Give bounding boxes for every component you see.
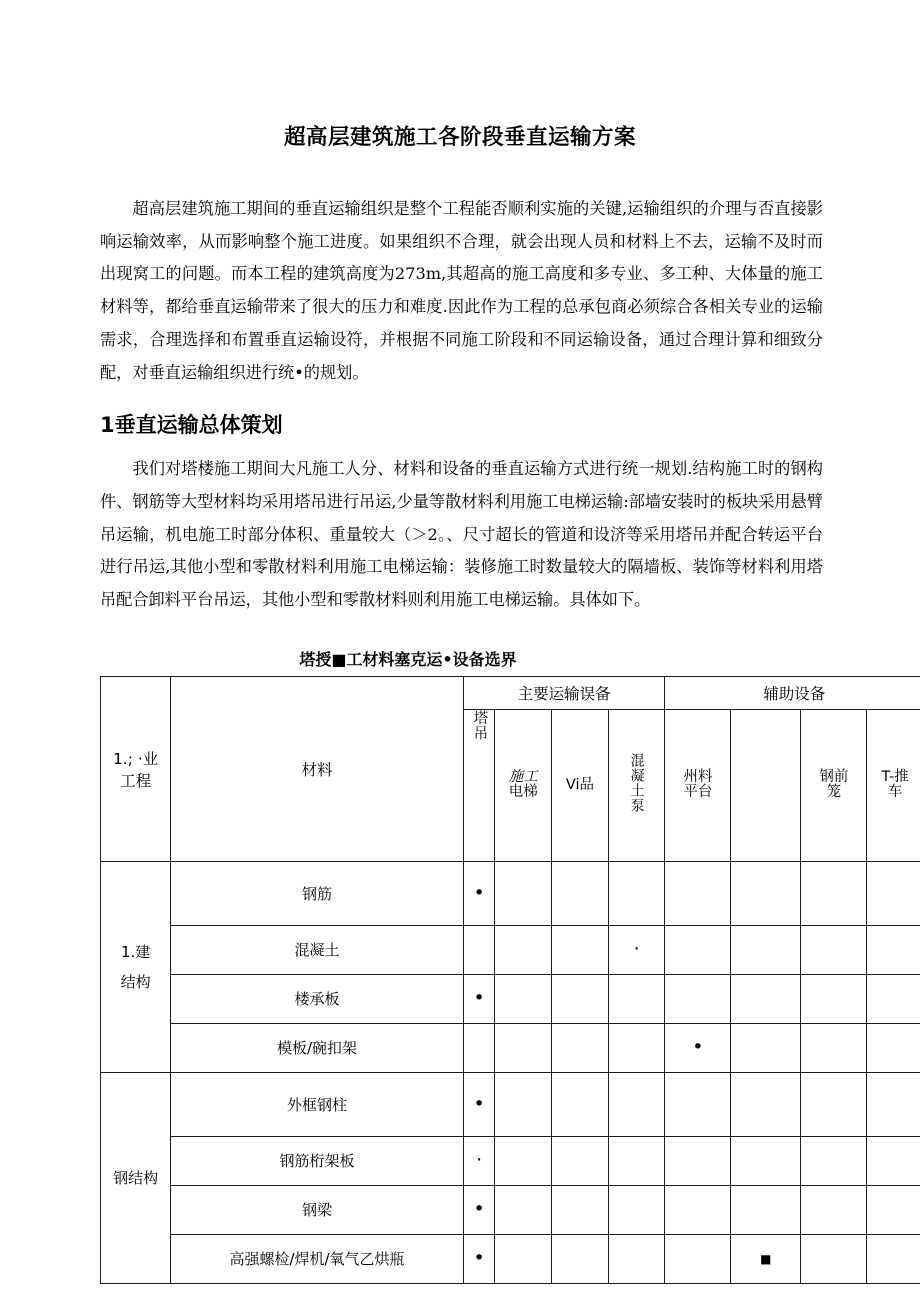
mark-cell-tadiao — [463, 1185, 495, 1234]
material-name-cell: 外框钢柱 — [171, 1072, 463, 1136]
mark-cell-zhouliaopingtai — [665, 1023, 731, 1072]
mark-cell-tadiao — [463, 974, 495, 1023]
header-col-shigongdianti-line1: 施工 — [508, 768, 538, 785]
header-col-gangqianlong-line1: 钢前 — [819, 768, 849, 785]
header-col-blank — [731, 709, 801, 861]
mark-cell-tuiche — [867, 925, 920, 974]
mark-cell-blank — [731, 1072, 801, 1136]
header-col-zhouliaopingtai — [665, 709, 731, 861]
header-group-main: 主要运输误备 — [463, 676, 665, 709]
mark-cell-tuiche — [867, 1185, 920, 1234]
mark-cell-zhouliaopingtai — [665, 925, 731, 974]
mark-cell-tadiao — [463, 1136, 495, 1185]
row-group-label-line2: 结构 — [120, 972, 151, 991]
material-name-cell: 模板/碗扣架 — [171, 1023, 463, 1072]
mark-cell-tadiao — [463, 925, 495, 974]
header-col-shigongdianti-line2: 电梯 — [508, 784, 538, 801]
mark-cell-hunningtubeng — [608, 1185, 665, 1234]
mark-cell-blank — [731, 925, 801, 974]
header-col-tuiche-line1: T-推 — [881, 768, 909, 785]
material-name-cell: 高强螺检/焊机/氧气乙烘瓶 — [171, 1234, 463, 1283]
row-group-label-line1: 钢结构 — [113, 1168, 159, 1187]
mark-cell-hunningtubeng — [608, 861, 665, 925]
row-group-label-line1: 1.建 — [120, 942, 151, 961]
material-name-cell: 混凝土 — [171, 925, 463, 974]
mark-cell-gangqianlong — [801, 974, 867, 1023]
mark-cell-tadiao — [463, 1072, 495, 1136]
mark-cell-shigongdianti — [495, 1072, 552, 1136]
paragraph-overall-planning: 我们对塔楼施工期间大凡施工人分、材料和设备的垂直运输方式进行统一规划.结构施工时的钢构件、钢筋等大型材料均采用塔吊进行吊运,少量等散材料利用施工电梯运输:部墙安装时的板块采用悬臂吊运输，机电施工时部分体积、重量较大（＞2。、尺寸超长的管道和设济等采用塔吊并配合转运平台进行吊运,其他小型和零散材料利用施工电梯运输：装修施工时数量较大的隔墙板、装饰等材料利用塔吊配合卸料平台吊运，其他小型和零散材料则利用施工电梯运输。具体如下。 — [100, 459, 823, 610]
paragraph-intro: 超高层建筑施工期间的垂直运输组织是整个工程能否顺利实施的关键,运输组织的介理与否直接影响运输效率，从而影响整个施工进度。如果组织不合理，就会出现人员和材料上不去，运输不及时而出现窝工的问题。而本工程的建筑高度为273m,其超高的施工高度和多专业、多工种、大体量的施工材料等，都给垂直运输带来了很大的压力和难度.因此作为工程的总承包商必须综合各相关专业的运输需求，合理选择和布置垂直运输设符，并根据不同施工阶段和不同运输设备，通过合理计算和细致分配，对垂直运输组织进行统•的规划。 — [100, 199, 823, 382]
mark-cell-tuiche — [867, 861, 920, 925]
mark-cell-tuiche — [867, 1072, 920, 1136]
material-name-cell: 楼承板 — [171, 974, 463, 1023]
mark-cell-shigongdianti — [495, 1234, 552, 1283]
mark-cell-vipin — [552, 1023, 609, 1072]
mark-cell-tuiche — [867, 1136, 920, 1185]
table-caption: 塔授■工材料塞克运•设备选界 — [299, 649, 517, 669]
mark-cell-zhouliaopingtai — [665, 1185, 731, 1234]
mark-cell-gangqianlong — [801, 1072, 867, 1136]
mark-cell-zhouliaopingtai — [665, 1136, 731, 1185]
mark-cell-zhouliaopingtai — [665, 974, 731, 1023]
mark-cell-gangqianlong — [801, 925, 867, 974]
mark-cell-blank — [731, 1185, 801, 1234]
header-category-cell — [101, 676, 171, 861]
mark-cell-shigongdianti — [495, 974, 552, 1023]
mark-cell-shigongdianti — [495, 925, 552, 974]
header-category-line2: 工程 — [120, 771, 152, 790]
mark-cell-hunningtubeng — [608, 1234, 665, 1283]
mark-cell-hunningtubeng — [608, 1023, 665, 1072]
mark-cell-blank — [731, 974, 801, 1023]
mark-cell-blank — [731, 1234, 801, 1283]
mark-cell-vipin — [552, 1234, 609, 1283]
table-row — [101, 1185, 920, 1234]
header-col-vipin-label: Vi品 — [565, 776, 595, 793]
header-material-cell: 材料 — [171, 676, 463, 861]
mark-cell-tuiche — [867, 974, 920, 1023]
mark-cell-gangqianlong — [801, 1234, 867, 1283]
mark-cell-tadiao — [463, 861, 495, 925]
header-category-line1: 1.; ·业 — [112, 749, 159, 768]
table-row — [101, 1136, 920, 1185]
mark-cell-vipin — [552, 925, 609, 974]
header-group-aux: 辅助设备 — [665, 676, 920, 709]
mark-cell-tadiao — [463, 1023, 495, 1072]
mark-cell-blank — [731, 861, 801, 925]
mark-cell-gangqianlong — [801, 1136, 867, 1185]
mark-cell-shigongdianti — [495, 861, 552, 925]
header-col-gangqianlong-line2: 笼 — [826, 784, 842, 801]
mark-cell-tadiao — [463, 1234, 495, 1283]
table-row — [101, 1023, 920, 1072]
header-col-shigongdianti — [495, 709, 552, 861]
header-col-tadiao — [463, 709, 495, 861]
table-header-row-groups — [101, 676, 920, 709]
header-col-tuiche-line2: 车 — [887, 784, 903, 801]
header-col-tuiche — [867, 709, 920, 861]
mark-cell-vipin — [552, 1185, 609, 1234]
mark-cell-vipin — [552, 1136, 609, 1185]
mark-cell-gangqianlong — [801, 861, 867, 925]
material-name-cell: 钢筋桁架板 — [171, 1136, 463, 1185]
header-col-zhouliaopingtai-line2: 平台 — [683, 784, 713, 801]
mark-cell-shigongdianti — [495, 1185, 552, 1234]
mark-cell-zhouliaopingtai — [665, 1234, 731, 1283]
mark-cell-vipin — [552, 974, 609, 1023]
mark-cell-gangqianlong — [801, 1023, 867, 1072]
mark-cell-shigongdianti — [495, 1136, 552, 1185]
table-row — [101, 1234, 920, 1283]
mark-cell-blank — [731, 1023, 801, 1072]
mark-cell-zhouliaopingtai — [665, 861, 731, 925]
table-body — [101, 861, 920, 1283]
mark-cell-vipin — [552, 861, 609, 925]
mark-cell-hunningtubeng — [608, 925, 665, 974]
material-name-cell: 钢筋 — [171, 861, 463, 925]
mark-cell-shigongdianti — [495, 1023, 552, 1072]
table-row — [101, 974, 920, 1023]
mark-cell-zhouliaopingtai — [665, 1072, 731, 1136]
mark-cell-tuiche — [867, 1023, 920, 1072]
header-col-zhouliaopingtai-line1: 州料 — [683, 768, 713, 785]
header-col-tadiao-label: 塔吊 — [471, 709, 488, 741]
header-col-gangqianlong — [801, 709, 867, 861]
mark-cell-hunningtubeng — [608, 1136, 665, 1185]
header-col-hunningtubeng — [608, 709, 665, 861]
table-container — [0, 676, 920, 1284]
material-transport-matrix-table — [100, 676, 920, 1284]
header-col-hunningtubeng-label: 混凝土泵 — [628, 753, 645, 814]
material-name-cell: 钢梁 — [171, 1185, 463, 1234]
table-row — [101, 925, 920, 974]
mark-cell-hunningtubeng — [608, 1072, 665, 1136]
mark-cell-vipin — [552, 1072, 609, 1136]
row-group-label-gang-jiegou — [101, 1072, 171, 1283]
mark-cell-blank — [731, 1136, 801, 1185]
mark-cell-tuiche — [867, 1234, 920, 1283]
row-group-label-jianzhu-jiegou — [101, 861, 171, 1072]
mark-cell-gangqianlong — [801, 1185, 867, 1234]
header-col-vipin — [552, 709, 609, 861]
table-row — [101, 1072, 920, 1136]
table-row — [101, 861, 920, 925]
mark-cell-hunningtubeng — [608, 974, 665, 1023]
page-title: 超高层建筑施工各阶段垂直运输方案 — [283, 125, 636, 150]
section-heading-1: 1垂直运输总体策划 — [100, 413, 283, 438]
